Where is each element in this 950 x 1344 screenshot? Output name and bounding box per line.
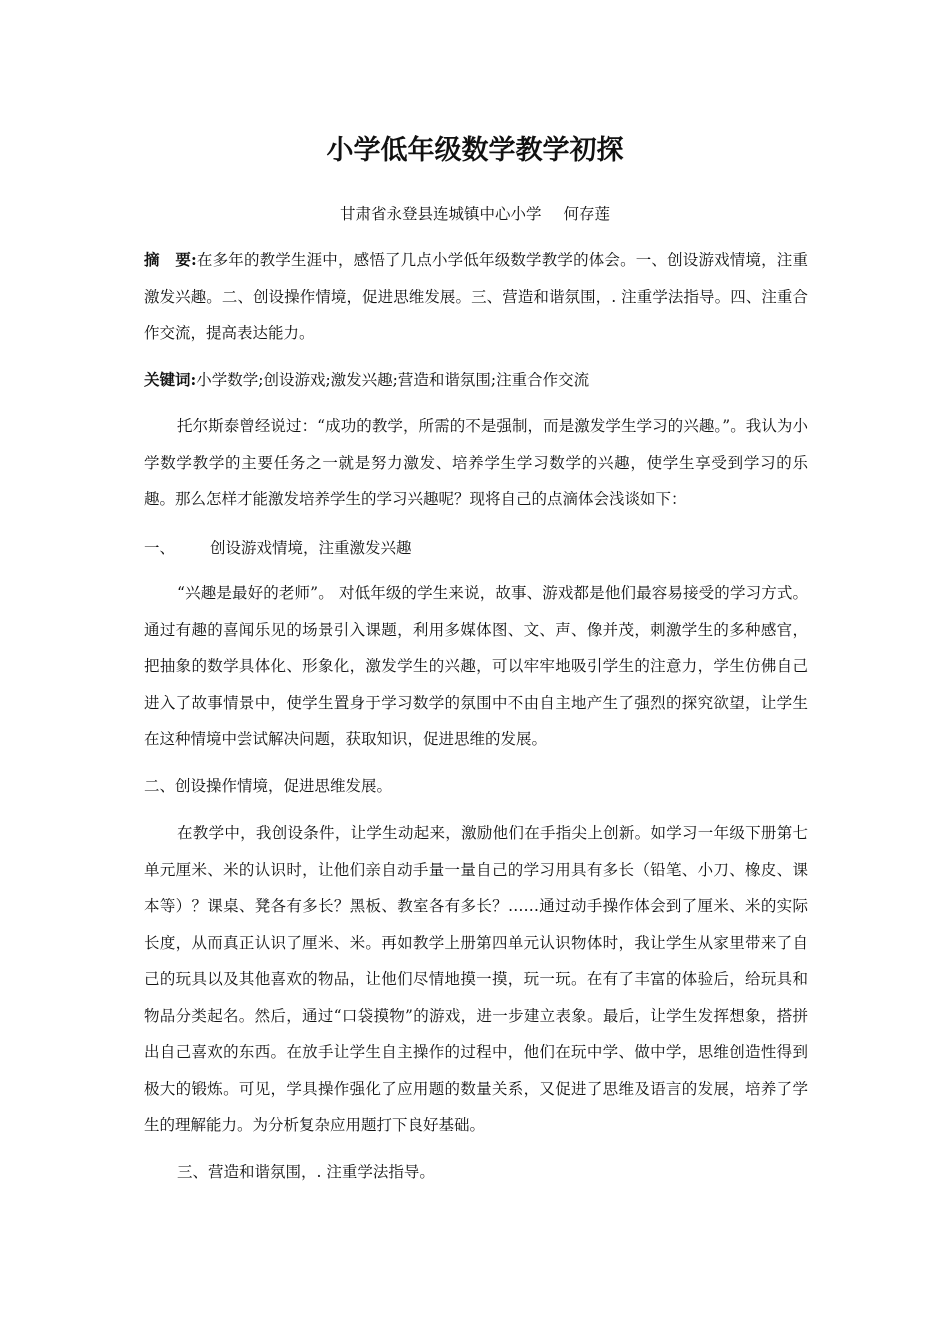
section-2-heading: 二、创设操作情境，促进思维发展。	[144, 777, 393, 795]
keywords-text: 小学数学;创设游戏;激发兴趣;营造和谐氛围;注重合作交流	[196, 371, 590, 389]
keywords-label: 关键词:	[144, 370, 197, 389]
keywords-paragraph	[144, 362, 808, 399]
author-name: 何存莲	[563, 205, 611, 223]
section-1-number: 一、	[144, 539, 176, 557]
author-affiliation: 甘肃省永登县连城镇中心小学	[339, 205, 542, 223]
abstract-paragraph	[144, 242, 808, 352]
section-2-paragraph: 在教学中，我创设条件，让学生动起来，激励他们在手指尖上创新。如学习一年级下册第七单元厘米、米的认识时，让他们亲自动手量一量自己的学习用具有多长（铅笔、小刀、橡皮、课本等）？课桌、凳各有多长？黑板、教室各有多长？……通过动手操作体会到了厘米、米的实际长度，从而真正认识了厘米、米。再如教学上册第四单元认识物体时，我让学生从家里带来了自己的玩具以及其他喜欢的物品，让他们尽情地摸一摸，玩一玩。在有了丰富的体验后，给玩具和物品分类起名。然后，通过“口袋摸物”的游戏，进一步建立表象。最后，让学生发挥想象，搭拼出自己喜欢的东西。在放手让学生自主操作的过程中，他们在玩中学、做中学，思维创造性得到极大的锻炼。可见，学具操作强化了应用题的数量关系，又促进了思维及语言的发展，培养了学生的理解能力。为分析复杂应用题打下良好基础。	[144, 824, 808, 1134]
section-1-title: 创设游戏情境，注重激发兴趣	[210, 539, 412, 557]
section-1-paragraph: “兴趣是最好的老师”。 对低年级的学生来说，故事、游戏都是他们最容易接受的学习方式。通过有趣的喜闻乐见的场景引入课题，利用多媒体图、文、声、像并茂，刺激学生的多种感官，把抽象的数学具体化、形象化，激发学生的兴趣，可以牢牢地吸引学生的注意力，学生仿佛自己进入了故事情景中，使学生置身于学习数学的氛围中不由自主地产生了强烈的探究欲望，让学生在这种情境中尝试解决问题，获取知识，促进思维的发展。	[144, 584, 808, 748]
section-1-heading	[144, 530, 808, 567]
section-3-heading: 三、营造和谐氛围，. 注重学法指导。	[177, 1163, 435, 1181]
page-title: 小学低年级数学教学初探	[326, 135, 624, 166]
abstract-text: 在多年的教学生涯中，感悟了几点小学低年级数学教学的体会。一、创设游戏情境，注重激发兴趣。二、创设操作情境，促进思维发展。三、营造和谐氛围，. 注重学法指导。四、注重合作交流，提高表达能力。	[144, 251, 808, 342]
author-line	[0, 202, 950, 226]
abstract-label: 摘 要:	[144, 250, 197, 269]
intro-paragraph: 托尔斯泰曾经说过：“成功的教学，所需的不是强制，而是激发学生学习的兴趣。”。我认为小学数学教学的主要任务之一就是努力激发、培养学生学习数学的兴趣，使学生享受到学习的乐趣。那么怎样才能激发培养学生的学习兴趣呢？现将自己的点滴体会浅谈如下：	[144, 417, 808, 508]
